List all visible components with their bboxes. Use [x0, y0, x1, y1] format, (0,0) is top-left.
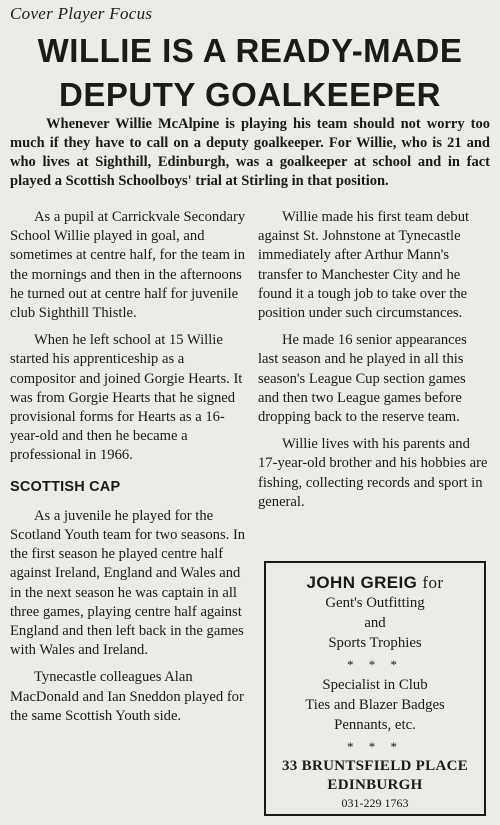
subheading: SCOTTISH CAP: [10, 478, 121, 495]
ad-line: and: [364, 615, 386, 631]
ad-phone-number: 031-229 1763: [341, 796, 409, 810]
article-paragraph: As a juvenile he played for the Scotland Youth team for two seasons. In the first season he played centre half against Ireland, England and Wales and in the next season he was captain in all three games, playing centre half against England and then left back in the games with Wales and Ireland.: [10, 507, 246, 659]
article-paragraph: Willie made his first team debut against St. Johnstone at Tynecastle immediately after Arthur Mann's transfer to Manchester City and he found it a tough job to take over the position under such circumstances.: [258, 209, 470, 322]
article-paragraph: He made 16 senior appearances last season and he played in all this season's League Cup section games and then two League games before dropping back to the reserve team.: [258, 332, 467, 426]
advertisement-box: [264, 561, 486, 816]
article-right-column: [258, 208, 490, 520]
article-paragraph: As a pupil at Carrickvale Secondary School Willie played in goal, and sometimes at centre half, for the team in the mornings and then in the afternoons he turned out at centre half for juvenile club Sighthill Thistle.: [10, 209, 246, 322]
headline-line-1: WILLIE IS A READY-MADE: [37, 32, 463, 69]
advertiser-name-text: JOHN GREIG: [306, 573, 418, 592]
article-paragraph: Tynecastle colleagues Alan MacDonald and Ian Sneddon played for the same Scottish Youth side.: [10, 669, 244, 724]
ad-line: Sports Trophies: [328, 635, 422, 651]
headline-line-2: DEPUTY GOALKEEPER: [59, 76, 441, 113]
ad-line: Specialist in Club: [322, 677, 428, 693]
advertiser-name: [266, 573, 484, 593]
article-left-column: [10, 208, 248, 734]
article-paragraph: When he left school at 15 Willie started his apprenticeship as a compositor and joined Gorgie Hearts. It was from Gorgie Hearts that he signed provisional forms for Hearts as a 16-year-old and then he became a professional in 1966.: [10, 332, 243, 464]
ad-separator-stars: * * *: [347, 739, 403, 754]
ad-address-city: EDINBURGH: [327, 777, 423, 793]
ad-separator-stars: * * *: [347, 657, 403, 672]
lead-paragraph: Whenever Willie McAlpine is playing his team should not worry too much if they have to call on a deputy goalkeeper. For Willie, who is 21 and who lives at Sighthill, Edinburgh, was a goalkeeper at school and in fact played a Scottish Schoolboys' trial at Stirling in that position.: [10, 116, 490, 189]
ad-line: Ties and Blazer Badges: [305, 697, 445, 713]
ad-line: Pennants, etc.: [334, 717, 416, 733]
article-paragraph: Willie lives with his parents and 17-year-old brother and his hobbies are fishing, collecting records and sport in general.: [258, 436, 488, 510]
section-kicker: Cover Player Focus: [10, 4, 153, 23]
ad-address-street: 33 BRUNTSFIELD PLACE: [281, 758, 469, 774]
advertiser-for: for: [422, 573, 444, 592]
ad-line: Gent's Outfitting: [325, 595, 425, 611]
